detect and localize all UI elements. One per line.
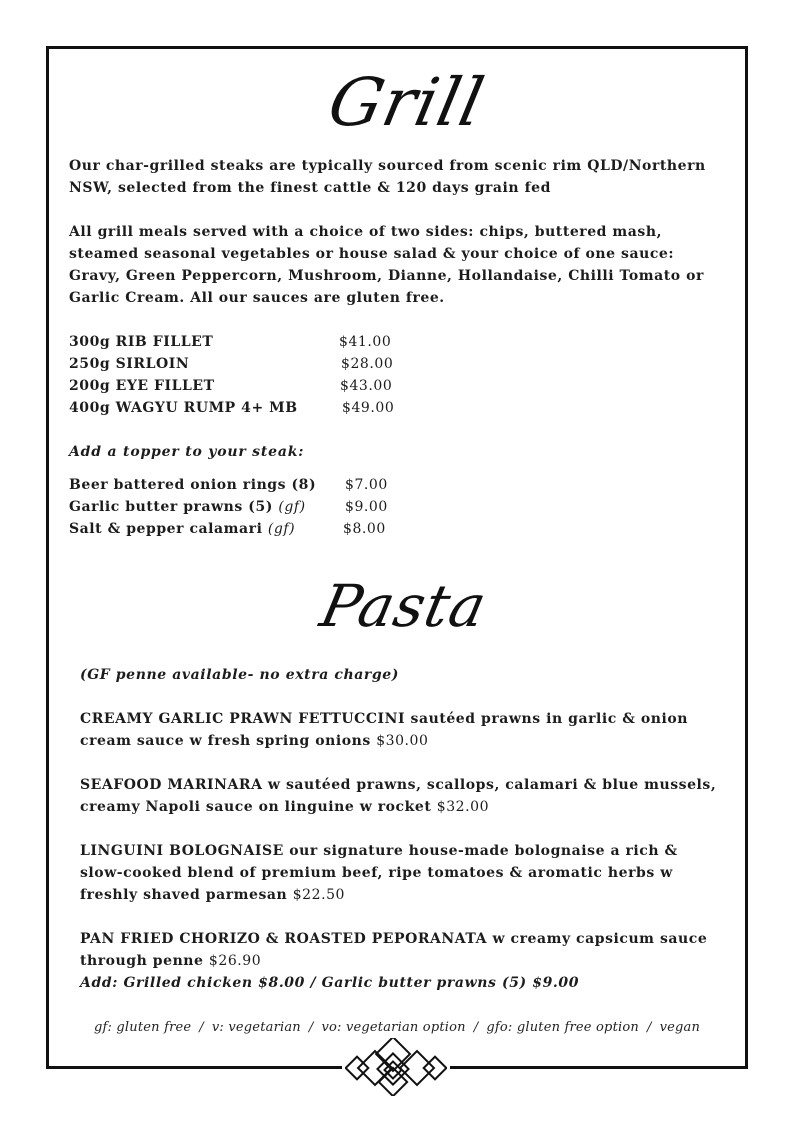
steak-price: $28.00 xyxy=(341,356,394,372)
pasta-item-price: $30.00 xyxy=(376,733,429,749)
steak-name: 300g RIB FILLET xyxy=(69,334,214,350)
pasta-item xyxy=(80,774,720,818)
topper-name: Beer battered onion rings (8) xyxy=(69,477,317,493)
topper-name: Salt & pepper calamari (gf) xyxy=(69,521,296,537)
steak-item xyxy=(69,375,409,397)
legend-item: vegan xyxy=(659,1020,701,1035)
pasta-heading: Pasta xyxy=(314,572,493,640)
pasta-item-name: LINGUINI BOLOGNAISE xyxy=(80,843,284,859)
pasta-gf-note: (GF penne available- no extra charge) xyxy=(80,667,400,683)
topper-item xyxy=(69,518,409,540)
frame-border-top xyxy=(46,46,748,49)
pasta-item-desc: w sautéed prawns, scallops, calamari & blue mussels, creamy Napoli sauce on linguine w rocket xyxy=(80,777,717,815)
pasta-item-name: PAN FRIED CHORIZO & ROASTED PEPORANATA xyxy=(80,931,488,947)
grill-sides-note: All grill meals served with a choice of two sides: chips, buttered mash, steamed seasonal vegetables or house salad & your choice of one sauce: Gravy, Green Peppercorn, Mushroom, Dianne, Hollandaise, Chilli Tomato or Garlic Cream. All our sauces are gluten free. xyxy=(69,224,704,306)
pasta-item-name: SEAFOOD MARINARA xyxy=(80,777,263,793)
grill-heading: Grill xyxy=(321,64,491,141)
legend-item: vo: vegetarian option xyxy=(321,1020,466,1035)
steak-name: 200g EYE FILLET xyxy=(69,378,215,394)
pasta-item-price: $32.00 xyxy=(436,799,490,815)
pasta-item-name: CREAMY GARLIC PRAWN FETTUCCINI xyxy=(80,711,406,727)
pasta-addon: Add: Grilled chicken $8.00 / Garlic butter prawns (5) $9.00 xyxy=(80,975,580,991)
topper-price: $8.00 xyxy=(343,521,386,537)
steak-item xyxy=(69,353,409,375)
legend-item: gf: gluten free xyxy=(93,1020,192,1035)
topper-item xyxy=(69,496,409,518)
pasta-item xyxy=(80,708,720,752)
steak-name: 400g WAGYU RUMP 4+ MB xyxy=(69,400,298,416)
topper-title: Add a topper to your steak: xyxy=(69,444,305,460)
pasta-item xyxy=(80,840,720,906)
steak-price: $49.00 xyxy=(342,400,395,416)
steak-item xyxy=(69,397,409,419)
pasta-item-desc: w creamy capsicum sauce through penne xyxy=(80,931,708,969)
pasta-item-desc: our signature house-made bolognaise a rich & slow-cooked blend of premium beef, ripe tomatoes & aromatic herbs w freshly shaved parmesan xyxy=(80,843,678,903)
topper-price: $9.00 xyxy=(345,499,388,515)
legend-item: v: vegetarian xyxy=(211,1020,301,1035)
topper-item xyxy=(69,474,409,496)
dietary-legend: gf: gluten free / v: vegetarian / vo: vegetarian option / gfo: gluten free option / vegan xyxy=(93,1020,701,1035)
pasta-item-desc: sautéed prawns in garlic & onion cream sauce w fresh spring onions xyxy=(80,711,688,749)
frame-border-bottom-right xyxy=(450,1066,748,1069)
legend-item: gfo: gluten free option xyxy=(486,1020,639,1035)
steak-price: $41.00 xyxy=(339,334,392,350)
steak-name: 250g SIRLOIN xyxy=(69,356,190,372)
frame-border-bottom-left xyxy=(46,1066,342,1069)
frame-border-left xyxy=(46,46,49,1069)
steak-item xyxy=(69,331,409,353)
gluten-free-tag: (gf) xyxy=(267,521,296,537)
frame-border-right xyxy=(745,46,748,1069)
topper-price: $7.00 xyxy=(345,477,388,493)
pasta-item-price: $26.90 xyxy=(208,953,262,969)
steak-price: $43.00 xyxy=(340,378,393,394)
gluten-free-tag: (gf) xyxy=(278,499,306,515)
diamond-lattice-ornament-icon xyxy=(345,1038,447,1096)
pasta-item xyxy=(80,928,720,972)
pasta-item-price: $22.50 xyxy=(292,887,345,903)
grill-intro: Our char-grilled steaks are typically sourced from scenic rim QLD/Northern NSW, selected from the finest cattle & 120 days grain fed xyxy=(69,158,706,196)
topper-name: Garlic butter prawns (5) (gf) xyxy=(69,499,306,515)
